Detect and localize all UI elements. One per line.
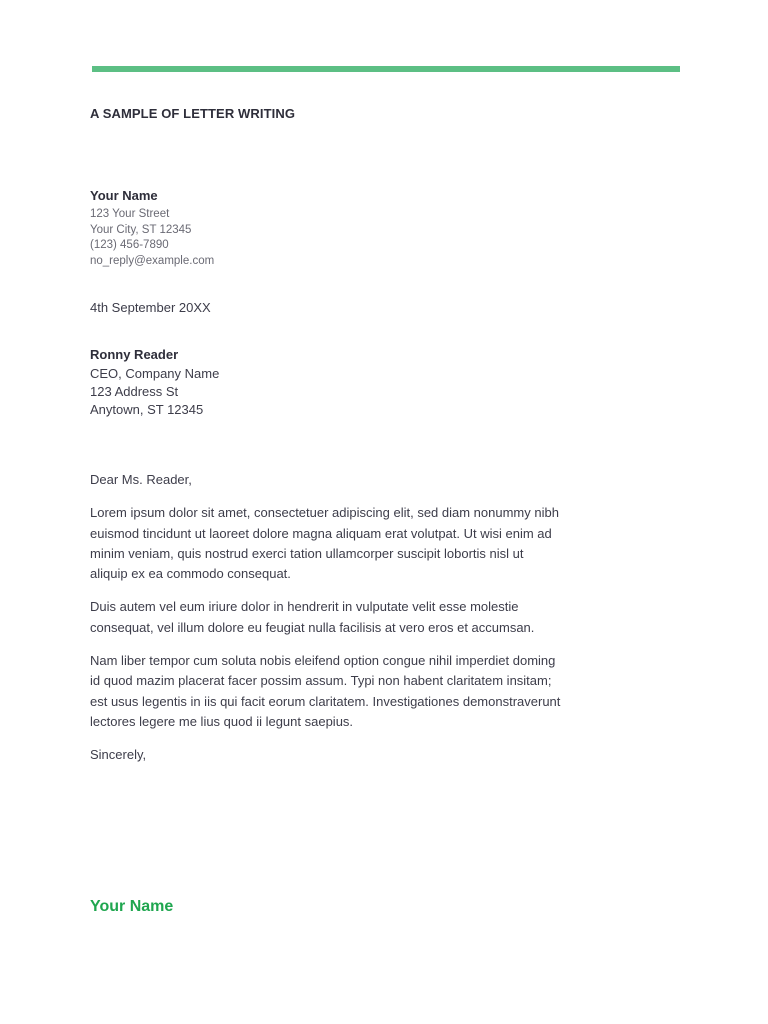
signature-name: Your Name <box>90 898 174 915</box>
sender-phone: (123) 456-7890 <box>90 239 169 251</box>
sender-city: Your City, ST 12345 <box>90 223 192 236</box>
closing: Sincerely, <box>90 747 147 763</box>
body-paragraph-1: Lorem ipsum dolor sit amet, consectetuer adipiscing elit, sed diam nonummy nibh euismod tincidunt ut laoreet dolore magna aliquam erat volutpat. Ut wisi enim ad minim veniam, quis nostrud exerci tation ullamcorper suscipit lobortis nisl ut aliquip ex ea commodo consequat. <box>90 505 559 582</box>
sender-street: 123 Your Street <box>90 208 170 220</box>
accent-bar <box>92 66 680 72</box>
letter-date: 4th September 20XX <box>90 300 211 315</box>
recipient-name: Ronny Reader <box>90 347 179 362</box>
recipient-address: 123 Address St <box>90 384 179 399</box>
recipient-title: CEO, Company Name <box>90 366 220 381</box>
salutation: Dear Ms. Reader, <box>90 472 192 487</box>
sender-block <box>90 187 214 269</box>
body-paragraph-3: Nam liber tempor cum soluta nobis eleifend option congue nihil imperdiet doming id quod mazim placerat facer possim assum. Typi non habent claritatem insitam; est usus legentis in iis qui facit eorum claritatem. Investigationes demonstraverunt lectores legere me lius quod ii legunt saepius. <box>90 653 561 729</box>
sender-email: no_reply@example.com <box>90 254 215 267</box>
letter-body <box>90 470 564 779</box>
recipient-block <box>90 346 219 419</box>
document-title: A SAMPLE OF LETTER WRITING <box>90 106 296 121</box>
sender-name: Your Name <box>90 188 158 203</box>
recipient-city: Anytown, ST 12345 <box>90 402 204 417</box>
body-paragraph-2: Duis autem vel eum iriure dolor in hendrerit in vulputate velit esse molestie consequat, vel illum dolore eu feugiat nulla facilisis at vero eros et accumsan. <box>90 599 535 635</box>
